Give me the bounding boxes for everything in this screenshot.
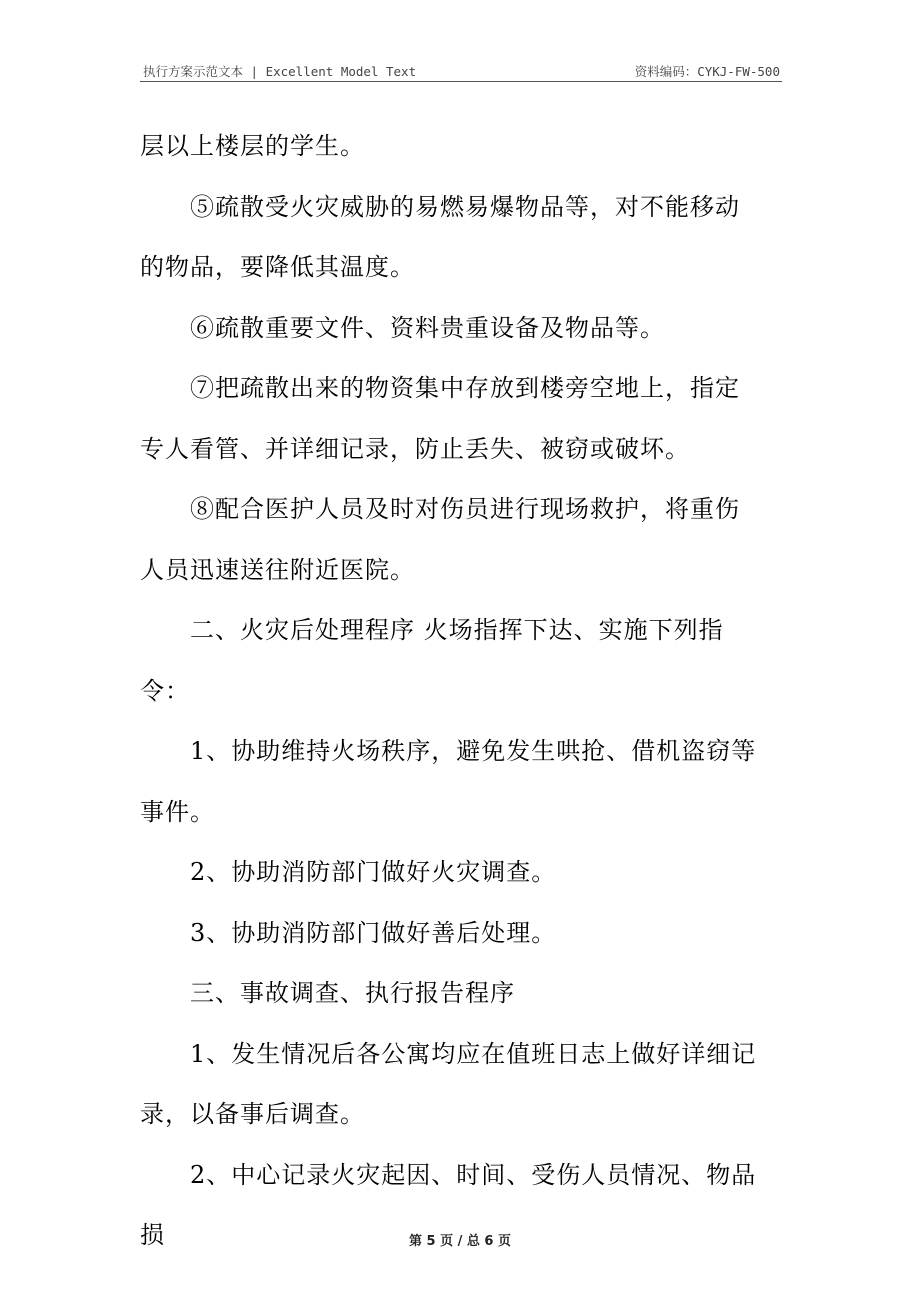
header-divider bbox=[140, 81, 782, 82]
section-heading-3: 三、事故调查、执行报告程序 bbox=[190, 979, 515, 1007]
paragraph-continuation: 层以上楼层的学生。 bbox=[140, 132, 365, 160]
header-document-label: 执行方案示范文本 | Excellent Model Text bbox=[143, 64, 417, 79]
paragraph-item-7: ⑦把疏散出来的物资集中存放到楼旁空地上，指定专人看管、并详细记录，防止丢失、被窃或破坏。 bbox=[140, 374, 740, 463]
paragraph-step-2: 2、协助消防部门做好火灾调查。 bbox=[190, 858, 557, 886]
section-heading-2: 二、火灾后处理程序 火场指挥下达、实施下列指令： bbox=[140, 616, 724, 705]
paragraph-report-1: 1、发生情况后各公寓均应在值班日志上做好详细记录，以备事后调查。 bbox=[140, 1039, 757, 1128]
paragraph-step-1: 1、协助维持火场秩序，避免发生哄抢、借机盗窃等事件。 bbox=[140, 737, 757, 826]
document-body bbox=[140, 116, 762, 1266]
paragraph-report-2: 2、中心记录火灾起因、时间、受伤人员情况、物品损 bbox=[140, 1160, 757, 1249]
paragraph-item-5: ⑤疏散受火灾威胁的易燃易爆物品等，对不能移动的物品，要降低其温度。 bbox=[140, 192, 740, 281]
header-document-code: 资料编码：CYKJ-FW-500 bbox=[634, 64, 780, 79]
page-header bbox=[140, 60, 782, 82]
paragraph-step-3: 3、协助消防部门做好善后处理。 bbox=[190, 918, 557, 947]
page-number: 第 5 页 / 总 6 页 bbox=[409, 1234, 511, 1249]
paragraph-item-8: ⑧配合医护人员及时对伤员进行现场救护，将重伤人员迅速送往附近医院。 bbox=[140, 495, 740, 584]
paragraph-item-6: ⑥疏散重要文件、资料贵重设备及物品等。 bbox=[190, 313, 665, 342]
